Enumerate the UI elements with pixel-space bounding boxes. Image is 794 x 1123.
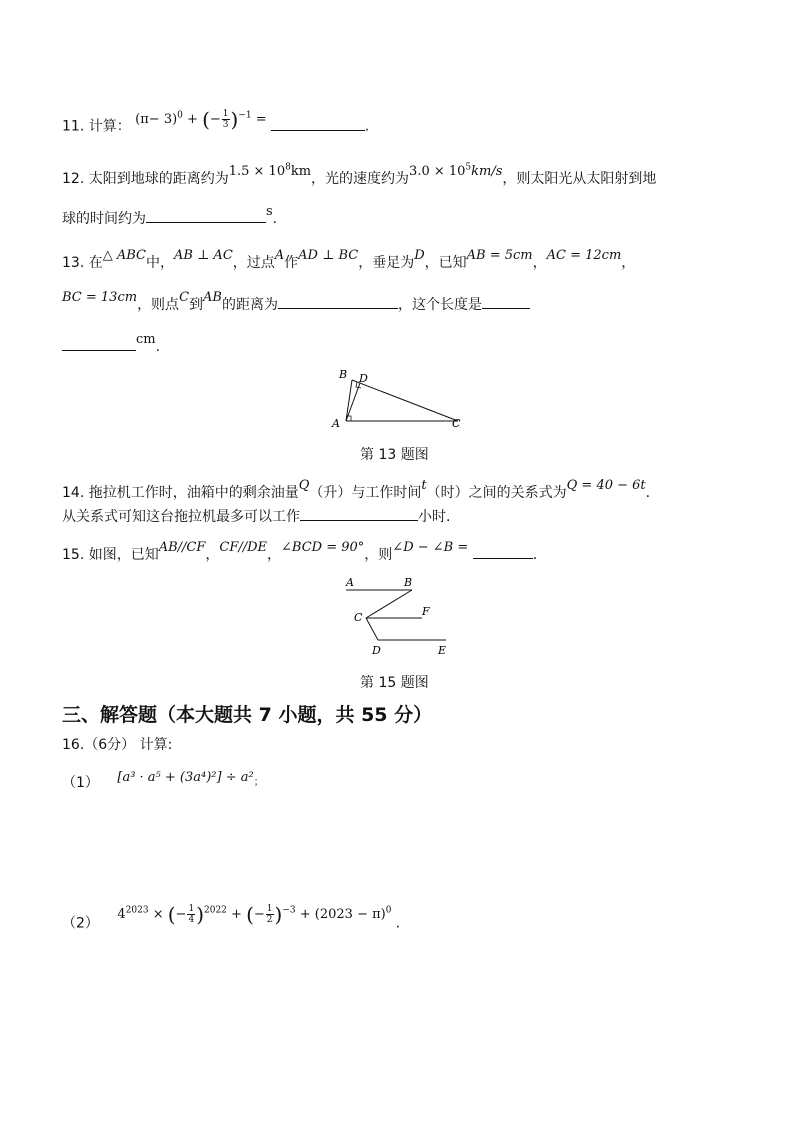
q16-part1-expression: [a³ · a⁵ + (3a⁴)²] ÷ a² bbox=[117, 770, 254, 785]
q12-number: 12. bbox=[62, 171, 85, 187]
fig13-label-D: D bbox=[359, 372, 368, 385]
q12-line1: 12. 太阳到地球的距离约为$1.5 \times 10^8km$，光的速度约为$3.0 \times 10^5km/s$，则太阳光从太阳射到地 bbox=[62, 162, 657, 187]
q15: 15. 如图，已知AB//CF，CF//DE，∠BCD = 90°，则∠D − ∠B = . bbox=[62, 540, 538, 563]
q13-answer-blank-2a[interactable] bbox=[482, 296, 530, 309]
fig13-caption: 第 13 题图 bbox=[360, 447, 429, 463]
fig13-label-B: B bbox=[339, 368, 348, 381]
q15-number: 15. bbox=[62, 547, 85, 563]
q11: 11. 计算： $(\pi- 3)^0$ + (− $\frac{1}{3}$ )$^{-1}$ = . bbox=[62, 107, 370, 135]
q12-distance: $1.5 \times 10^8km$ bbox=[228, 162, 312, 179]
q14-number: 14. bbox=[62, 485, 85, 501]
q11-label: 计算： bbox=[88, 118, 131, 135]
fig13-label-A: A bbox=[332, 417, 340, 430]
q13-number: 13. bbox=[62, 255, 85, 271]
fig15-label-E: E bbox=[438, 644, 447, 657]
q14-answer-blank[interactable] bbox=[300, 508, 418, 521]
q13-line1: 13. 在△ ABC中，AB ⊥ AC，过点A作AD ⊥ BC，垂足为D，已知AB = 5cm，AC = 12cm， bbox=[62, 248, 636, 271]
q14-line1: 14. 拖拉机工作时，油箱中的剩余油量Q（升）与工作时间t（时）之间的关系式为Q = 40 − 6t. bbox=[62, 478, 651, 501]
figure-15 bbox=[340, 574, 460, 662]
q16-part2: （2） $4^{2023}$ × (− $\frac{1}{4}$ )$^{2022}$ + (− $\frac{1}{2}$ )$^{-3} + (2023 - \pi)^0$ . bbox=[62, 902, 401, 932]
q12-answer-blank[interactable] bbox=[146, 210, 266, 223]
section-3-title: 三、解答题（本大题共 7 小题，共 55 分） bbox=[62, 704, 433, 726]
fig15-label-D: D bbox=[372, 644, 381, 657]
q16-part1-label: （1） bbox=[62, 775, 99, 791]
q16-head: 16.（6分） 计算: bbox=[62, 737, 173, 753]
q11-expression: $(\pi- 3)^0$ + (− $\frac{1}{3}$ )$^{-1}$ = bbox=[135, 107, 267, 131]
q13-line2: BC = 13cm，则点C到AB的距离为 ，这个长度是 bbox=[62, 294, 530, 314]
q15-answer-blank[interactable] bbox=[473, 546, 533, 559]
q13-answer-blank-1[interactable] bbox=[278, 296, 398, 309]
fig15-label-C: C bbox=[354, 611, 363, 624]
fig15-label-B: B bbox=[404, 576, 413, 589]
q13-answer-blank-2b[interactable] bbox=[62, 338, 136, 351]
fig15-caption: 第 15 题图 bbox=[360, 675, 429, 691]
q16-part1: （1） [a³ · a⁵ + (3a⁴)²] ÷ a²； bbox=[62, 770, 264, 791]
q11-number: 11. bbox=[62, 118, 85, 135]
fig15-label-F: F bbox=[422, 605, 430, 618]
q16-part2-label: （2） bbox=[62, 915, 99, 932]
figure-13 bbox=[330, 366, 470, 432]
q16-part2-expression: $4^{2023}$ × (− $\frac{1}{4}$ )$^{2022}$ + (− $\frac{1}{2}$ )$^{-3} + (2023 - \pi)^0$ bbox=[117, 902, 392, 926]
q11-answer-blank[interactable] bbox=[271, 118, 365, 131]
q12-line2: 球的时间约为 s. bbox=[62, 204, 278, 227]
q12-speed: $3.0 \times 10^5km/s$ bbox=[409, 162, 503, 179]
q13-line3: cm. bbox=[62, 338, 160, 355]
fig15-label-A: A bbox=[346, 576, 354, 589]
fig13-label-C: C bbox=[452, 417, 461, 430]
q14-line2: 从关系式可知这台拖拉机最多可以工作 小时. bbox=[62, 509, 451, 525]
